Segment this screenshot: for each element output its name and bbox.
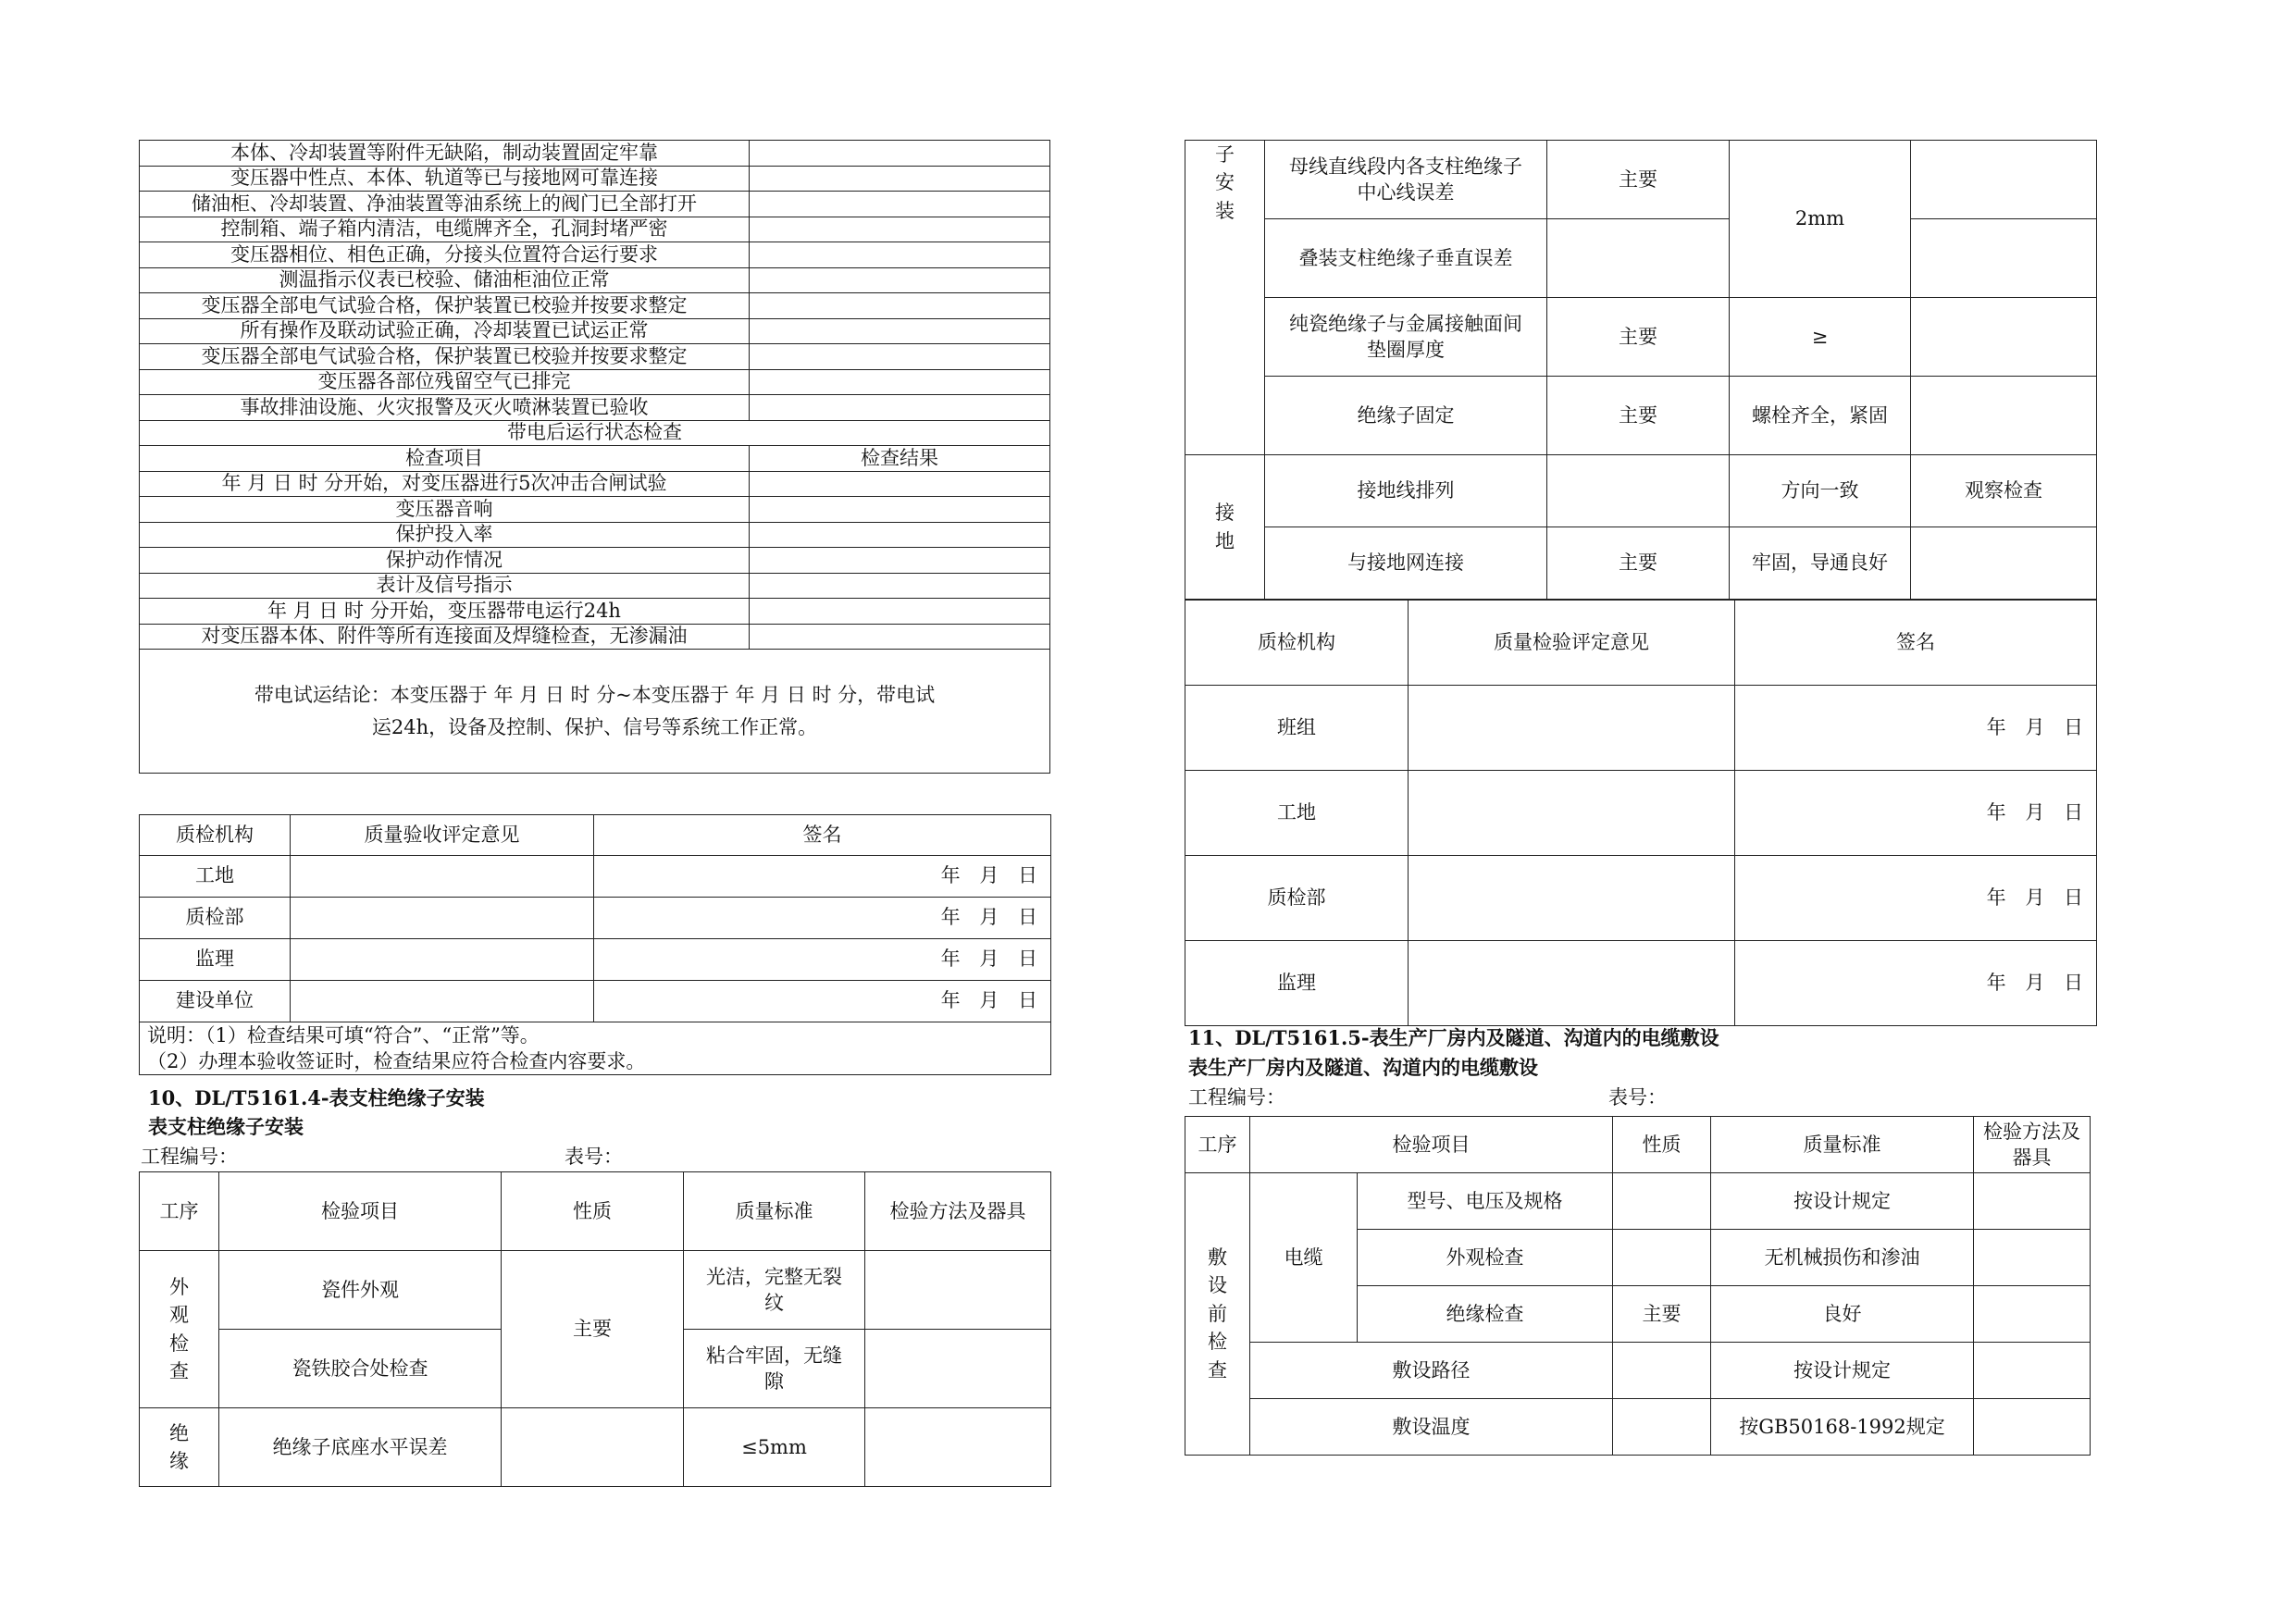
method-cell <box>1911 298 2097 377</box>
check-result-cell <box>750 267 1050 293</box>
std-porcelain: 光洁，完整无裂纹 <box>684 1251 865 1330</box>
check-item: 保护投入率 <box>140 522 750 548</box>
cable-label: 电缆 <box>1250 1173 1358 1343</box>
check-item: 变压器全部电气试验合格，保护装置已校验并按要求整定 <box>140 344 750 370</box>
nature-main: 主要 <box>1547 527 1730 600</box>
check-result-cell <box>750 369 1050 395</box>
check-result-cell <box>750 497 1050 523</box>
col-header-method: 检验方法及器具 <box>1974 1117 2091 1173</box>
method-cell <box>1974 1399 2091 1456</box>
section11-project-no: 工程编号： <box>1188 1086 1285 1109</box>
sig-opinion-cell <box>1409 686 1735 771</box>
check-item: 年 月 日 时 分开始，变压器带电运行24h <box>140 599 750 625</box>
process-appearance: 外观检查 <box>140 1251 219 1408</box>
cable-laying-table <box>1185 1116 2091 1456</box>
section10-subheading: 表支柱绝缘子安装 <box>148 1115 304 1138</box>
sig-opinion-cell <box>291 938 594 980</box>
check-item: 本体、冷却装置等附件无缺陷，制动装置固定牢靠 <box>140 141 750 167</box>
sig-opinion-cell <box>291 897 594 938</box>
col-header-standard: 质量标准 <box>1711 1117 1974 1173</box>
check-item: 储油柜、冷却装置、净油装置等油系统上的阀门已全部打开 <box>140 192 750 217</box>
sig-date: 年 月 日 <box>594 855 1051 897</box>
nature-cell <box>1613 1230 1711 1286</box>
check-item: 所有操作及联动试验正确，冷却装置已试运正常 <box>140 318 750 344</box>
check-result-cell <box>750 344 1050 370</box>
sig-opinion-cell <box>1409 941 1735 1026</box>
nature-main: 主要 <box>1547 377 1730 455</box>
check-item: 变压器音响 <box>140 497 750 523</box>
sig-org: 监理 <box>1185 941 1409 1026</box>
check-item: 表计及信号指示 <box>140 573 750 599</box>
process-insulation: 绝缘 <box>140 1408 219 1487</box>
check-item: 对变压器本体、附件等所有连接面及焊缝检查，无渗漏油 <box>140 624 750 650</box>
section10-heading: 10、DL/T5161.4-表支柱绝缘子安装 <box>148 1086 485 1109</box>
sig-header-opinion: 质量验收评定意见 <box>291 815 594 856</box>
check-item: 变压器中性点、本体、轨道等已与接地网可靠连接 <box>140 166 750 192</box>
check-result-cell <box>750 573 1050 599</box>
sig-date: 年 月 日 <box>1735 941 2097 1026</box>
method-cell <box>1911 219 2097 298</box>
std-temperature: 按GB50168-1992规定 <box>1711 1399 1974 1456</box>
method-cell <box>1911 527 2097 600</box>
section11-subheading: 表生产厂房内及隧道、沟道内的电缆敷设 <box>1188 1056 1538 1079</box>
item-fix: 绝缘子固定 <box>1265 377 1547 455</box>
check-result-cell <box>750 318 1050 344</box>
method-cell <box>1974 1173 2091 1230</box>
check-item: 变压器相位、相色正确，分接头位置符合运行要求 <box>140 242 750 268</box>
std-direction: 方向一致 <box>1730 455 1911 527</box>
nature-main: 主要 <box>1547 298 1730 377</box>
sig-date: 年 月 日 <box>1735 771 2097 856</box>
sig-date: 年 月 日 <box>594 897 1051 938</box>
std-fix: 螺栓齐全，紧固 <box>1730 377 1911 455</box>
nature-main: 主要 <box>502 1251 684 1408</box>
sig-header-org: 质检机构 <box>1185 601 1409 686</box>
sig-header-sign: 签名 <box>1735 601 2097 686</box>
method-cell <box>1911 377 2097 455</box>
check-item: 保护动作情况 <box>140 548 750 574</box>
nature-cell <box>1547 455 1730 527</box>
transformer-check-table <box>139 140 1050 774</box>
std-base: ≤5mm <box>684 1408 865 1487</box>
col-header-item: 检查项目 <box>140 446 750 472</box>
nature-cell <box>1613 1343 1711 1399</box>
check-result-cell <box>750 166 1050 192</box>
sig-opinion-cell <box>1409 856 1735 941</box>
method-cell <box>1974 1286 2091 1343</box>
col-header-result: 检查结果 <box>750 446 1050 472</box>
check-result-cell <box>750 522 1050 548</box>
item-model: 型号、电压及规格 <box>1358 1173 1613 1230</box>
std-good: 良好 <box>1711 1286 1974 1343</box>
item-insulation: 绝缘检查 <box>1358 1286 1613 1343</box>
check-result-cell <box>750 141 1050 167</box>
sig-header-sign: 签名 <box>594 815 1051 856</box>
section11-heading: 11、DL/T5161.5-表生产厂房内及隧道、沟道内的电缆敷设 <box>1188 1026 1719 1049</box>
sig-org: 工地 <box>1185 771 1409 856</box>
note-2: （2）办理本验收签证时，检查结果应符合检查内容要求。 <box>147 1049 646 1072</box>
item-vertical: 叠装支柱绝缘子垂直误差 <box>1265 219 1547 298</box>
method-cell <box>1911 141 2097 219</box>
note-1: 说明：（1）检查结果可填“符合”、“正常”等。 <box>147 1023 540 1047</box>
std-conn: 牢固，导通良好 <box>1730 527 1911 600</box>
nature-cell <box>502 1408 684 1487</box>
check-result-cell <box>750 192 1050 217</box>
col-header-nature: 性质 <box>1613 1117 1711 1173</box>
method-cell <box>865 1408 1051 1487</box>
check-result-cell <box>750 293 1050 319</box>
col-header-item: 检验项目 <box>219 1172 502 1251</box>
nature-cell <box>1547 219 1730 298</box>
item-base: 绝缘子底座水平误差 <box>219 1408 502 1487</box>
section11-table-no: 表号： <box>1608 1086 1667 1109</box>
sig-date: 年 月 日 <box>594 938 1051 980</box>
std-design: 按设计规定 <box>1711 1173 1974 1230</box>
quality-signature-table <box>1185 600 2097 1026</box>
sig-date: 年 月 日 <box>1735 856 2097 941</box>
sig-header-org: 质检机构 <box>140 815 291 856</box>
method-observe: 观察检查 <box>1911 455 2097 527</box>
col-header-standard: 质量标准 <box>684 1172 865 1251</box>
insulator-install-table <box>139 1171 1051 1487</box>
sig-opinion-cell <box>1409 771 1735 856</box>
item-appearance: 外观检查 <box>1358 1230 1613 1286</box>
process-install: 子安装 <box>1185 141 1265 455</box>
std-appearance: 无机械损伤和渗油 <box>1711 1230 1974 1286</box>
check-item: 事故排油设施、火灾报警及灭火喷淋装置已验收 <box>140 395 750 421</box>
std-ge: ≥ <box>1730 298 1911 377</box>
insulator-continuation-table <box>1185 140 2097 600</box>
section10-project-no: 工程编号： <box>141 1146 238 1168</box>
item-ground-conn: 与接地网连接 <box>1265 527 1547 600</box>
col-header-nature: 性质 <box>502 1172 684 1251</box>
sig-opinion-cell <box>291 980 594 1022</box>
check-result-cell <box>750 471 1050 497</box>
check-item: 年 月 日 时 分开始，对变压器进行5次冲击合闸试验 <box>140 471 750 497</box>
sig-org: 质检部 <box>140 897 291 938</box>
method-cell <box>865 1330 1051 1408</box>
col-header-process: 工序 <box>140 1172 219 1251</box>
sig-opinion-cell <box>291 855 594 897</box>
item-route: 敷设路径 <box>1250 1343 1613 1399</box>
nature-cell <box>1613 1399 1711 1456</box>
sig-header-opinion: 质量检验评定意见 <box>1409 601 1735 686</box>
check-item: 变压器全部电气试验合格，保护装置已校验并按要求整定 <box>140 293 750 319</box>
nature-main: 主要 <box>1613 1286 1711 1343</box>
check-item: 变压器各部位残留空气已排完 <box>140 369 750 395</box>
item-glue: 瓷铁胶合处检查 <box>219 1330 502 1408</box>
sig-date: 年 月 日 <box>1735 686 2097 771</box>
check-result-cell <box>750 242 1050 268</box>
std-design: 按设计规定 <box>1711 1343 1974 1399</box>
item-porcelain: 瓷件外观 <box>219 1251 502 1330</box>
method-cell <box>1974 1343 2091 1399</box>
sig-org: 监理 <box>140 938 291 980</box>
trial-conclusion: 带电试运结论：本变压器于 年 月 日 时 分~本变压器于 年 月 日 时 分，带电试运24h，设备及控制、保护、信号等系统工作正常。 <box>140 650 1050 774</box>
check-item: 测温指示仪表已校验、储油柜油位正常 <box>140 267 750 293</box>
sig-org: 建设单位 <box>140 980 291 1022</box>
check-result-cell <box>750 548 1050 574</box>
check-result-cell <box>750 624 1050 650</box>
col-header-process: 工序 <box>1185 1117 1250 1173</box>
section10-table-no: 表号： <box>565 1146 623 1168</box>
sig-org: 工地 <box>140 855 291 897</box>
process-ground: 接地 <box>1185 455 1265 600</box>
check-item: 控制箱、端子箱内清洁，电缆牌齐全，孔洞封堵严密 <box>140 217 750 242</box>
std-2mm: 2mm <box>1730 141 1911 298</box>
check-result-cell <box>750 395 1050 421</box>
sig-org: 质检部 <box>1185 856 1409 941</box>
check-result-cell <box>750 599 1050 625</box>
sig-date: 年 月 日 <box>594 980 1051 1022</box>
notes <box>140 1022 1051 1075</box>
process-before-laying: 敷设前检查 <box>1185 1173 1250 1456</box>
section-title: 带电后运行状态检查 <box>140 420 1050 446</box>
item-gasket: 纯瓷绝缘子与金属接触面间垫圈厚度 <box>1265 298 1547 377</box>
item-ground-line: 接地线排列 <box>1265 455 1547 527</box>
check-result-cell <box>750 217 1050 242</box>
method-cell <box>865 1251 1051 1330</box>
std-glue: 粘合牢固，无缝隙 <box>684 1330 865 1408</box>
transformer-signature-table <box>139 814 1051 1075</box>
method-cell <box>1974 1230 2091 1286</box>
col-header-method: 检验方法及器具 <box>865 1172 1051 1251</box>
item-center: 母线直线段内各支柱绝缘子中心线误差 <box>1265 141 1547 219</box>
nature-cell <box>1613 1173 1711 1230</box>
col-header-item: 检验项目 <box>1250 1117 1613 1173</box>
sig-org: 班组 <box>1185 686 1409 771</box>
nature-main: 主要 <box>1547 141 1730 219</box>
item-temperature: 敷设温度 <box>1250 1399 1613 1456</box>
